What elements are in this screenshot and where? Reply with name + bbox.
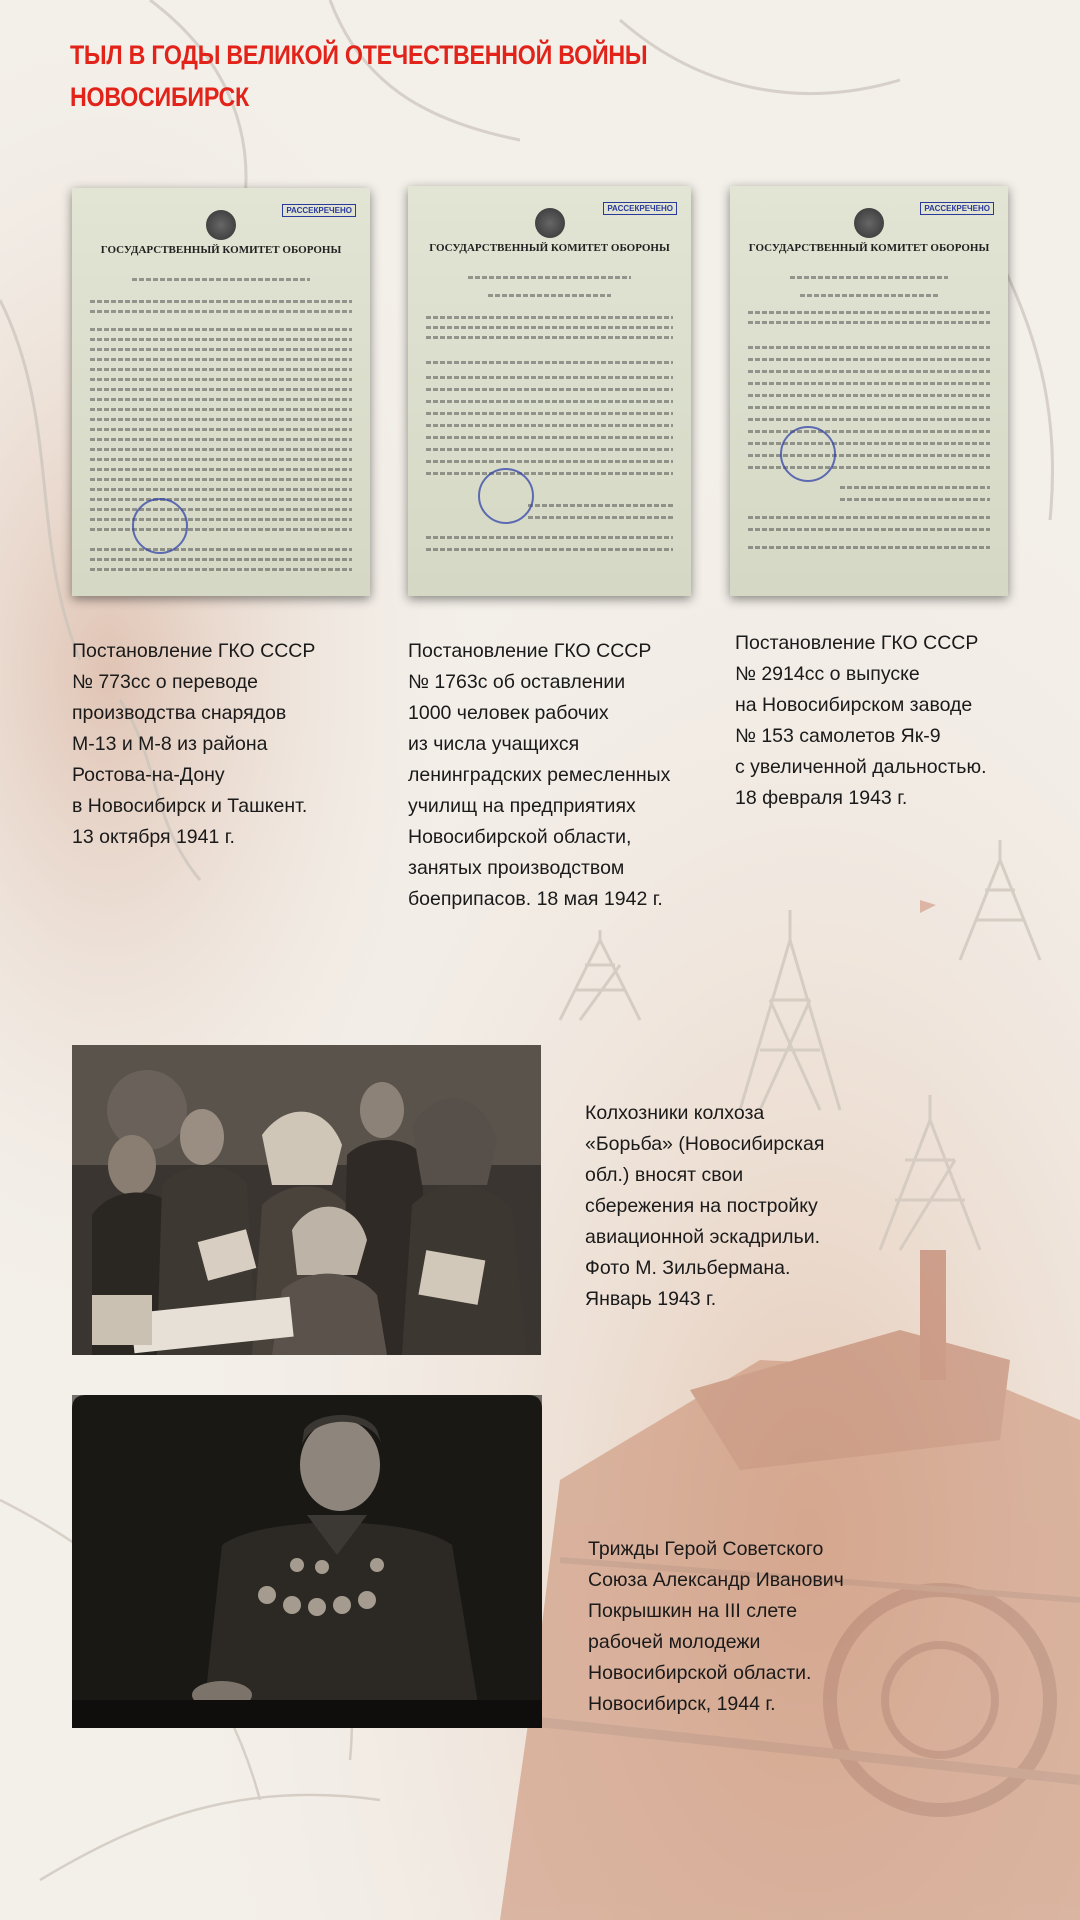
caption-line: Трижды Герой Советского <box>588 1538 824 1560</box>
document-scan-1 <box>72 188 370 596</box>
round-seal-icon <box>478 468 534 524</box>
caption-line: обл.) вносят свои <box>585 1164 744 1186</box>
declassified-stamp: РАССЕКРЕЧЕНО <box>603 202 677 215</box>
caption-line: сбережения на постройку <box>585 1195 818 1217</box>
caption-line: в Новосибирск и Ташкент. <box>72 795 308 817</box>
document-scan-3 <box>730 186 1008 596</box>
caption-line: Покрышкин на III слете <box>588 1600 798 1622</box>
title-line-2: НОВОСИБИРСК <box>70 82 249 112</box>
caption-line: Постановление ГКО СССР <box>408 640 652 662</box>
caption-line: занятых производством <box>408 857 625 879</box>
document-scan-2 <box>408 186 691 596</box>
caption-line: рабочей молодежи <box>588 1631 761 1653</box>
caption-line: из числа учащихся <box>408 733 580 755</box>
caption-line: № 773сс о переводе <box>72 671 258 693</box>
caption-line: 1000 человек рабочих <box>408 702 609 724</box>
document-caption-3 <box>735 628 986 814</box>
caption-line: Фото М. Зильбермана. <box>585 1257 791 1279</box>
caption-line: Ростова-на-Дону <box>72 764 225 786</box>
document-caption-1 <box>72 636 315 853</box>
declassified-stamp: РАССЕКРЕЧЕНО <box>282 204 356 217</box>
caption-line: № 153 самолетов Як-9 <box>735 725 941 747</box>
photo-kolkhoz-farmers <box>72 1045 541 1355</box>
caption-line: Колхозники колхоза <box>585 1102 765 1124</box>
page-title <box>70 34 647 118</box>
document-caption-2 <box>408 636 670 915</box>
caption-line: с увеличенной дальностью. <box>735 756 987 778</box>
caption-line: «Борьба» (Новосибирская <box>585 1133 825 1155</box>
caption-line: № 1763с об оставлении <box>408 671 626 693</box>
caption-line: боеприпасов. 18 мая 1942 г. <box>408 888 663 910</box>
document-heading: ГОСУДАРСТВЕННЫЙ КОМИТЕТ ОБОРОНЫ <box>748 242 990 254</box>
caption-line: Постановление ГКО СССР <box>72 640 316 662</box>
photo-caption-1 <box>585 1098 824 1315</box>
photo-pokryshkin <box>72 1395 542 1728</box>
caption-line: авиационной эскадрильи. <box>585 1226 821 1248</box>
caption-line: Новосибирской области. <box>588 1662 812 1684</box>
declassified-stamp: РАССЕКРЕЧЕНО <box>920 202 994 215</box>
caption-line: 18 февраля 1943 г. <box>735 787 908 809</box>
caption-line: № 2914сс о выпуске <box>735 663 920 685</box>
caption-line: Новосибирск, 1944 г. <box>588 1693 776 1715</box>
title-line-1: ТЫЛ В ГОДЫ ВЕЛИКОЙ ОТЕЧЕСТВЕННОЙ ВОЙНЫ <box>70 40 648 70</box>
caption-line: 13 октября 1941 г. <box>72 826 235 848</box>
round-seal-icon <box>780 426 836 482</box>
caption-line: Январь 1943 г. <box>585 1288 717 1310</box>
round-seal-icon <box>132 498 188 554</box>
caption-line: Союза Александр Иванович <box>588 1569 844 1591</box>
caption-line: на Новосибирском заводе <box>735 694 973 716</box>
photo-caption-2 <box>588 1534 844 1720</box>
state-emblem-icon <box>206 210 236 240</box>
state-emblem-icon <box>854 208 884 238</box>
caption-line: ленинградских ремесленных <box>408 764 671 786</box>
document-heading: ГОСУДАРСТВЕННЫЙ КОМИТЕТ ОБОРОНЫ <box>100 244 342 256</box>
caption-line: М-13 и М-8 из района <box>72 733 268 755</box>
caption-line: училищ на предприятиях <box>408 795 636 817</box>
caption-line: Новосибирской области, <box>408 826 632 848</box>
state-emblem-icon <box>535 208 565 238</box>
caption-line: Постановление ГКО СССР <box>735 632 979 654</box>
caption-line: производства снарядов <box>72 702 287 724</box>
document-heading: ГОСУДАРСТВЕННЫЙ КОМИТЕТ ОБОРОНЫ <box>429 242 670 254</box>
